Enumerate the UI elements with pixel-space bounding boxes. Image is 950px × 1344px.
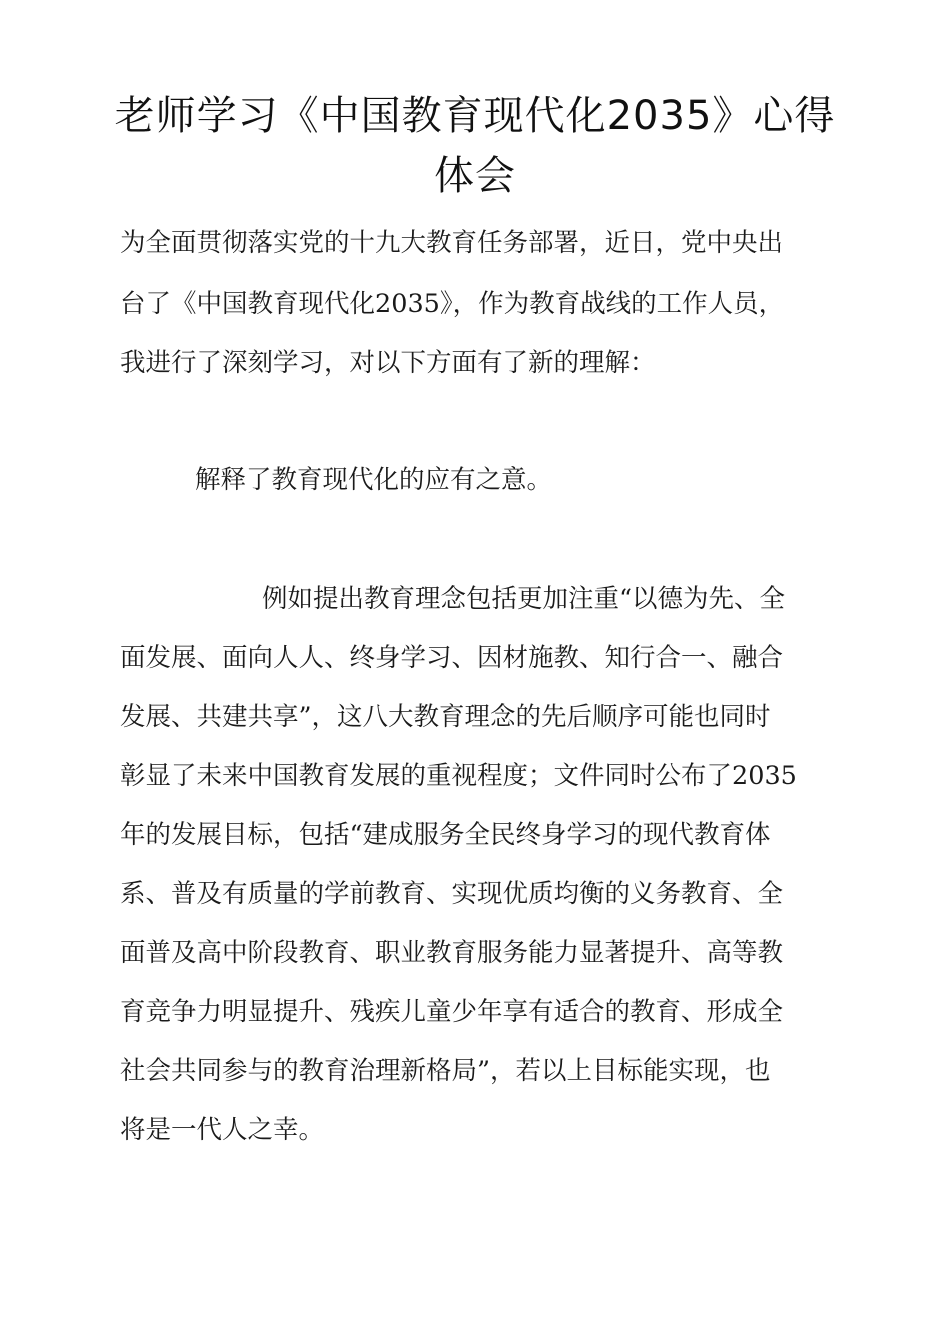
intro-line-2: 台了《中国教育现代化2035》，作为教育战线的工作人员， (120, 289, 785, 319)
body-line-4: 彰显了未来中国教育发展的重视程度；文件同时公布了2035 (120, 761, 797, 791)
body-line-7: 面普及高中阶段教育、职业教育服务能力显著提升、高等教 (120, 938, 784, 968)
body-line-6: 系、普及有质量的学前教育、实现优质均衡的义务教育、全 (120, 879, 784, 909)
body-line-5: 年的发展目标，包括“建成服务全民终身学习的现代教育体 (120, 820, 771, 850)
body-line-8: 育竞争力明显提升、残疾儿童少年享有适合的教育、形成全 (120, 997, 784, 1027)
body-line-3: 发展、共建共享”，这八大教育理念的先后顺序可能也同时 (120, 702, 771, 732)
intro-line-1: 为全面贯彻落实党的十九大教育任务部署，近日，党中央出 (120, 228, 784, 258)
body-line-2: 面发展、面向人人、终身学习、因材施教、知行合一、融合 (120, 643, 784, 673)
body-line-1: 例如提出教育理念包括更加注重“以德为先、全 (262, 584, 786, 614)
intro-line-3: 我进行了深刻学习，对以下方面有了新的理解： (120, 348, 656, 378)
body-line-9: 社会共同参与的教育治理新格局”，若以上目标能实现，也 (120, 1056, 771, 1086)
section-heading: 解释了教育现代化的应有之意。 (195, 465, 553, 495)
body-line-10: 将是一代人之幸。 (120, 1115, 325, 1145)
document-title-line-1: 老师学习《中国教育现代化2035》心得 (114, 93, 836, 139)
document-title-line-2: 体会 (434, 153, 516, 199)
